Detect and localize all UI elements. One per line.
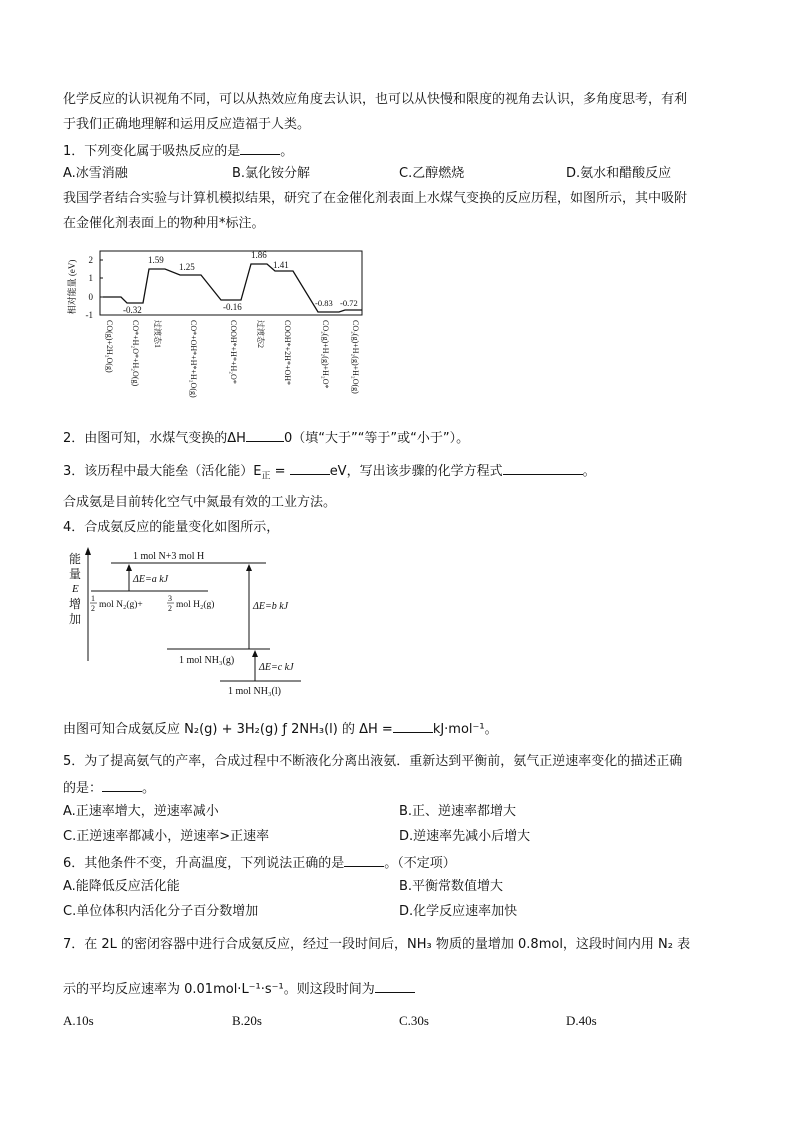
q1-stem-end: 。 [280,144,294,159]
q1-option-a[interactable]: A.冰雪消融 [63,166,128,181]
para3: 合成氨是目前转化空气中氮最有效的工业方法。 [63,495,337,510]
q1-option-b[interactable]: B.氯化铵分解 [232,166,311,181]
q7-line-1: 7．在 2L 的密闭容器中进行合成氨反应，经过一段时间后，NH₃ 物质的量增加 0.8mol，这段时间内用 N₂ 表 [63,937,691,952]
q5-option-b[interactable]: B.正、逆速率都增大 [399,804,517,819]
chart1-x-label: 过渡态2 [256,320,265,348]
q5-answer-blank[interactable] [102,778,142,792]
q6-option-c[interactable]: C.单位体积内活化分子百分数增加 [63,904,259,919]
chart1-value-label: 1.86 [251,250,267,260]
q3-end: 。 [582,464,596,479]
q5-line-2-text: 的是： [63,781,103,796]
q5-option-d[interactable]: D.逆速率先减小后增大 [399,829,531,844]
energy-profile-chart [63,245,373,420]
q5-end: 。 [142,781,156,796]
q1-option-d[interactable]: D.氨水和醋酸反应 [566,166,672,181]
q5-line-1: 5．为了提高氨气的产率，合成过程中不断液化分离出液氨．重新达到平衡前，氨气正逆速率变化的描述正确 [63,754,683,769]
chart1-value-label: 1.41 [273,260,289,270]
chart1-value-label: -0.83 [315,298,333,308]
chart1-value-label: -0.16 [223,302,242,312]
chart2-frac: 2 [168,604,172,613]
chart2-dE-b: ΔE=b kJ [253,601,289,612]
q3-stem-text: 3．该历程中最大能垒（活化能）E [63,464,262,479]
q6-stem-text: 6．其他条件不变，升高温度，下列说法正确的是 [63,856,345,871]
q7-line-2-text: 示的平均反应速率为 0.01mol·L⁻¹·s⁻¹。则这段时间为 [63,982,375,997]
chart2-dE-a: ΔE=a kJ [133,574,169,585]
chart2-mid-text-1: mol N₂(g)+ [99,600,143,610]
q4-equation-text: 由图可知合成氨反应 N₂(g) + 3H₂(g) ƒ 2NH₃(l) 的 ΔH = [63,722,393,737]
chart2-y-arrowhead [85,547,91,555]
q1-stem-text: 1．下列变化属于吸热反应的是 [63,144,241,159]
q6-answer-blank[interactable] [344,853,384,867]
chart2-y-label: E [72,583,79,595]
para2-line-2: 在金催化剂表面上的物种用*标注。 [63,216,265,231]
q1-stem [63,141,293,161]
chart1-value-label: -0.72 [340,298,358,308]
q4-stem: 4．合成氨反应的能量变化如图所示， [63,520,280,535]
chart1-ytick-0: 0 [88,292,93,302]
chart2-mid-text-2: mol H₂(g) [176,600,215,610]
chart2-arrowhead-b [246,564,252,571]
chart1-ytick-1: 1 [88,273,93,283]
q3-subscript: 正 [261,471,271,482]
intro-line-2: 于我们正确地理解和运用反应造福于人类。 [63,117,311,132]
q7-option-a[interactable]: A.10s [63,1013,94,1028]
chart1-x-label: CO*+OH*+H*+H₂O(g) [189,320,198,398]
energy-level-diagram [63,543,323,700]
chart1-x-label: COOH*+2H*+OH* [283,320,292,386]
q4-answer-line [63,719,498,739]
chart1-ytick-m1: -1 [85,310,93,320]
chart2-frac: 3 [168,594,172,603]
chart2-y-label: 能 [69,552,82,566]
q6-stem [63,853,456,873]
q7-answer-blank[interactable] [375,979,415,993]
q7-option-d[interactable]: D.40s [566,1013,597,1028]
q3-equation-blank[interactable] [503,461,583,475]
q5-line-2 [63,778,155,798]
chart1-ytick-2: 2 [88,255,93,265]
chart1-ylabel: 相对能量 (eV) [67,259,77,315]
chart2-y-label: 量 [69,567,82,581]
q4-answer-blank[interactable] [393,719,433,733]
q6-option-b[interactable]: B.平衡常数值增大 [399,879,504,894]
chart1-x-label: CO(g)+2H₂O(g) [105,320,114,373]
q5-option-c[interactable]: C.正逆速率都减小，逆速率>正速率 [63,829,270,844]
q2-stem-rest: 0（填“大于”“等于”或“小于”）。 [283,431,470,446]
chart1-x-label: CO₂(g)+H₂(g)+H₂O(g) [351,320,360,394]
para2-line-1: 我国学者结合实验与计算机模拟结果，研究了在金催化剂表面上水煤气变换的反应历程，如图所示，其中吸附 [63,191,688,206]
q4-unit-text: kJ·mol⁻¹。 [432,722,498,737]
chart1-x-label: CO*+H₂O*+H₂O(g) [131,320,140,387]
chart2-dE-c: ΔE=c kJ [259,662,294,673]
chart2-top-label: 1 mol N+3 mol H [133,551,205,562]
chart1-x-label: COOH*+H*+H₂O* [229,320,238,384]
chart1-x-label: CO₂(g)+H₂(g)+H₂O* [321,320,330,389]
q6-option-a[interactable]: A.能降低反应活化能 [63,879,180,894]
chart1-value-label: 1.59 [148,255,164,265]
chart1-x-label: 过渡态1 [153,320,162,348]
chart1-value-label: 1.25 [179,262,195,272]
q1-option-c[interactable]: C.乙醇燃烧 [399,166,465,181]
chart2-frac: 2 [91,604,95,613]
q2-answer-blank[interactable] [246,428,284,442]
chart2-y-label: 加 [69,612,82,626]
chart2-nh3g-label: 1 mol NH₃(g) [179,655,235,666]
q7-option-c[interactable]: C.30s [399,1013,429,1028]
q1-answer-blank[interactable] [240,141,280,155]
intro-line-1: 化学反应的认识视角不同，可以从热效应角度去认识，也可以从快慢和限度的视角去认识，多角度思考，有利 [63,92,688,107]
chart2-nh3l-label: 1 mol NH₃(l) [228,686,281,697]
q7-line-2 [63,979,415,999]
q6-end: 。（不定项） [384,856,456,871]
chart2-arrowhead-c [252,650,258,657]
q2-stem [63,428,469,448]
chart1-value-label: -0.32 [123,305,142,315]
q3-energy-blank[interactable] [290,461,330,475]
chart2-arrowhead-a [126,564,132,571]
q3-stem [63,461,596,486]
chart2-y-label: 增 [69,597,82,611]
q5-option-a[interactable]: A.正速率增大，逆速率减小 [63,804,219,819]
q3-unit-text: eV，写出该步骤的化学方程式 [329,464,503,479]
chart2-frac: 1 [91,594,95,603]
q3-equals: = [270,464,290,479]
q6-option-d[interactable]: D.化学反应速率加快 [399,904,518,919]
q2-stem-text: 2．由图可知，水煤气变换的ΔH [63,431,246,446]
q7-option-b[interactable]: B.20s [232,1013,262,1028]
